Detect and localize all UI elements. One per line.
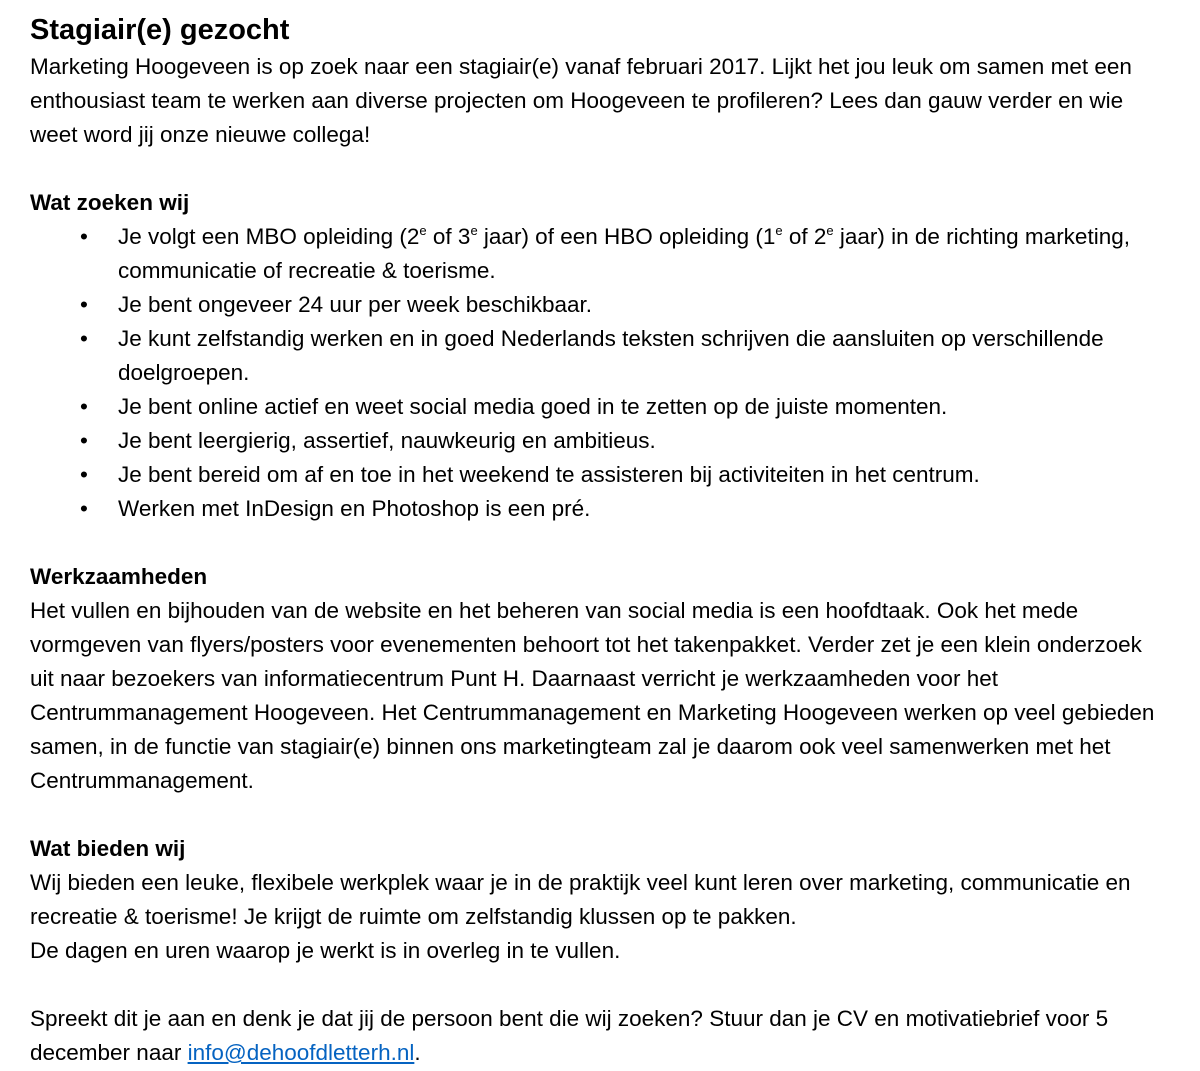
section-heading-search: Wat zoeken wij (30, 190, 190, 215)
list-item (30, 220, 1170, 288)
list-item-text: Je volgt een MBO opleiding (2e of 3e jaar) of een HBO opleiding (1e of 2e jaar) in de richting marketing, communicatie of recreatie & toerisme. (118, 223, 1130, 283)
offer-paragraph-2: De dagen en uren waarop je werkt is in overleg in te vullen. (30, 938, 621, 963)
bullet-icon: • (80, 394, 88, 419)
list-item-text: Werken met InDesign en Photoshop is een pré. (118, 496, 591, 521)
list-item (30, 322, 1170, 390)
bullet-icon: • (80, 292, 88, 317)
section-heading-offer: Wat bieden wij (30, 836, 186, 861)
page-title: Stagiair(e) gezocht (30, 14, 290, 46)
list-item (30, 492, 1170, 526)
list-item-text: Je bent bereid om af en toe in het weekend te assisteren bij activiteiten in het centrum. (118, 462, 980, 487)
email-link[interactable]: info@dehoofdletterh.nl (187, 1040, 415, 1065)
bullet-icon: • (80, 326, 88, 351)
list-item-text: Je bent ongeveer 24 uur per week beschikbaar. (118, 292, 593, 317)
offer-paragraph: Wij bieden een leuke, flexibele werkplek waar je in de praktijk veel kunt leren over marketing, communicatie en recreatie & toerisme! Je krijgt de ruimte om zelfstandig klussen op te pakken. (30, 870, 1131, 929)
bullet-icon: • (80, 462, 88, 487)
list-item (30, 424, 1170, 458)
requirements-list (30, 220, 1170, 526)
work-paragraph: Het vullen en bijhouden van de website en het beheren van social media is een hoofdtaak. Ook het mede vormgeven van flyers/posters voor evenementen behoort tot het takenpakket. Verder zet je een klein onderzoek uit naar bezoekers van informatiecentrum Punt H. Daarnaast verricht je werkzaamheden voor het Centrummanagement Hoogeveen. Het Centrummanagement en Marketing Hoogeveen werken op veel gebieden samen, in de functie van stagiair(e) binnen ons marketingteam zal je daarom ook veel samenwerken met het Centrummanagement. (30, 598, 1155, 793)
closing-paragraph: Spreekt dit je aan en denk je dat jij de persoon bent die wij zoeken? Stuur dan je CV en motivatiebrief voor 5 december naar info@dehoofdletterh.nl. (30, 1006, 1109, 1065)
list-item (30, 288, 1170, 322)
bullet-icon: • (80, 496, 88, 521)
bullet-icon: • (80, 224, 88, 249)
spacer (30, 152, 1170, 186)
intro-paragraph: Marketing Hoogeveen is op zoek naar een stagiair(e) vanaf februari 2017. Lijkt het jou leuk om samen met een enthousiast team te werken aan diverse projecten om Hoogeveen te profileren? Lees dan gauw verder en wie weet word jij onze nieuwe collega! (30, 54, 1132, 147)
section-heading-work: Werkzaamheden (30, 564, 208, 589)
spacer (30, 526, 1170, 560)
list-item-text: Je bent leergierig, assertief, nauwkeurig en ambitieus. (118, 428, 656, 453)
list-item (30, 390, 1170, 424)
bullet-icon: • (80, 428, 88, 453)
list-item-text: Je bent online actief en weet social media goed in te zetten op de juiste momenten. (118, 394, 948, 419)
spacer (30, 968, 1170, 1002)
list-item-text: Je kunt zelfstandig werken en in goed Nederlands teksten schrijven die aansluiten op verschillende doelgroepen. (118, 326, 1104, 385)
spacer (30, 798, 1170, 832)
list-item (30, 458, 1170, 492)
